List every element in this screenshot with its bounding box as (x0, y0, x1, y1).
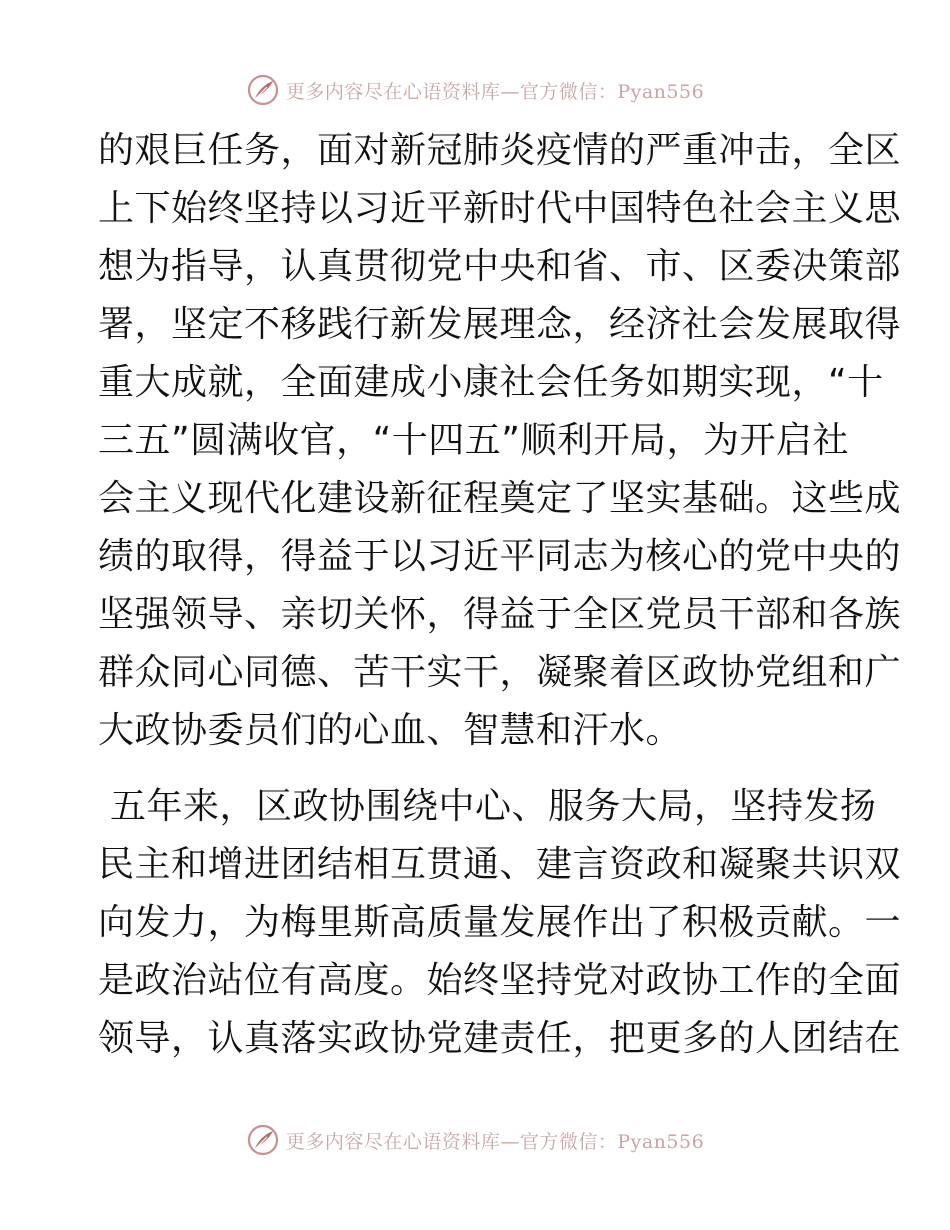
text-line: 民主和增进团结相互贯通、建言资政和凝聚共识双 (98, 844, 902, 885)
text-line: 向发力，为梅里斯高质量发展作出了积极贡献。一 (98, 902, 902, 943)
text-line: 坚强领导、亲切关怀，得益于全区党员干部和各族 (98, 594, 902, 635)
feather-logo-icon (246, 73, 280, 107)
text-line: 会主义现代化建设新征程奠定了坚实基础。这些成 (98, 478, 902, 519)
paragraph (98, 778, 902, 1068)
text-line: 是政治站位有高度。始终坚持党对政协工作的全面 (98, 960, 902, 1001)
text-line: 三五”圆满收官，“十四五”顺利开局，为开启社 (98, 420, 849, 461)
footer-watermark (0, 1122, 950, 1158)
watermark-text: 更多内容尽在心语资料库—官方微信：Pyan556 (285, 80, 705, 103)
text-line: 大政协委员们的心血、智慧和汗水。 (98, 710, 683, 751)
header-watermark (0, 72, 950, 108)
text-line: 想为指导，认真贯彻党中央和省、市、区委决策部 (98, 246, 902, 287)
text-line: 绩的取得，得益于以习近平同志为核心的党中央的 (98, 536, 902, 577)
feather-logo-icon (246, 1123, 280, 1157)
watermark-text: 更多内容尽在心语资料库—官方微信：Pyan556 (285, 1130, 705, 1153)
text-line: 署，坚定不移践行新发展理念，经济社会发展取得 (98, 304, 902, 345)
paragraph (98, 122, 902, 760)
text-line: 重大成就，全面建成小康社会任务如期实现，“十 (98, 362, 884, 403)
text-line: 领导，认真落实政协党建责任，把更多的人团结在 (98, 1018, 902, 1059)
text-line: 上下始终坚持以习近平新时代中国特色社会主义思 (98, 188, 902, 229)
document-body (98, 122, 902, 1068)
text-line: 的艰巨任务，面对新冠肺炎疫情的严重冲击，全区 (98, 130, 902, 171)
text-line: 群众同心同德、苦干实干，凝聚着区政协党组和广 (98, 652, 902, 693)
paragraph-spacer (98, 760, 858, 778)
text-line: 五年来，区政协围绕中心、服务大局，坚持发扬 (110, 786, 877, 827)
